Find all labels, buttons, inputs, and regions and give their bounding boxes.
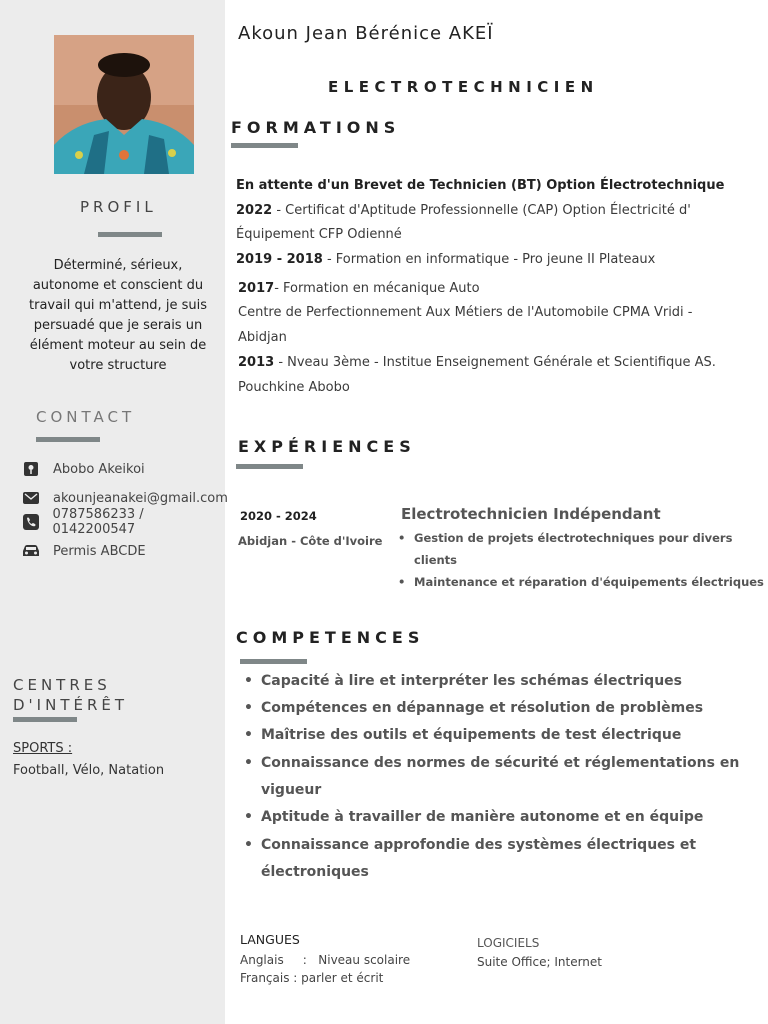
profile-line: persuadé que je serais un	[33, 318, 203, 333]
email-icon	[22, 489, 40, 507]
contact-email-text[interactable]: akounjeanakei@gmail.com	[53, 490, 228, 506]
contact-phone-text: 0787586233 / 0142200547	[52, 507, 144, 537]
profile-heading: PROFIL	[80, 198, 157, 216]
interests-heading-line: D'INTÉRÊT	[13, 696, 129, 714]
competence-item: • Compétences en dépannage et résolution de problèmes	[244, 700, 704, 716]
experiences-divider	[236, 464, 303, 469]
contact-address-text: Abobo Akeikoi	[53, 461, 145, 477]
sidebar	[0, 0, 228, 1024]
contact-license-text: Permis ABCDE	[53, 543, 146, 559]
competences-heading: COMPETENCES	[236, 628, 425, 647]
profile-line: travail qui m'attend, je suis	[29, 298, 207, 313]
car-icon	[22, 542, 40, 560]
competence-item: • Connaissance approfondie des systèmes électriques et	[244, 837, 697, 853]
contact-address	[22, 459, 145, 479]
competence-item: • Aptitude à travailler de manière autonome et en équipe	[244, 809, 704, 825]
competence-item: • Capacité à lire et interpréter les schémas électriques	[244, 673, 682, 689]
logiciels-value: Suite Office; Internet	[477, 955, 602, 969]
formations-heading: FORMATIONS	[231, 118, 401, 137]
formation-line: Pouchkine Abobo	[238, 380, 350, 395]
profile-line: Déterminé, sérieux,	[53, 258, 183, 273]
profile-divider	[98, 232, 162, 237]
experience-bullet: • Maintenance et réparation d'équipements électriques	[398, 575, 764, 589]
experiences-heading: EXPÉRIENCES	[238, 437, 416, 456]
formation-line: Abidjan	[238, 330, 287, 345]
sports-value: Football, Vélo, Natation	[13, 763, 165, 778]
formation-line: En attente d'un Brevet de Technicien (BT) Option Électrotechnique	[236, 178, 725, 193]
formation-line: 2017- Formation en mécanique Auto	[238, 281, 480, 296]
contact-heading: CONTACT	[36, 408, 136, 426]
experience-location: Abidjan - Côte d'Ivoire	[238, 534, 383, 548]
contact-license	[22, 541, 146, 561]
interests-heading	[13, 675, 128, 715]
logiciels-heading: LOGICIELS	[477, 936, 540, 950]
competence-item: vigueur	[261, 782, 322, 798]
sports-label: SPORTS :	[13, 741, 73, 756]
contact-email[interactable]	[22, 488, 228, 508]
langues-line: Français : parler et écrit	[240, 971, 384, 985]
experience-bullet: • Gestion de projets électrotechniques pour divers	[398, 531, 733, 545]
formations-divider	[231, 143, 298, 148]
competences-divider	[240, 659, 307, 664]
formation-line: Centre de Perfectionnement Aux Métiers de l'Automobile CPMA Vridi -	[238, 305, 693, 320]
experience-bullet: clients	[414, 553, 458, 567]
experience-period: 2020 - 2024	[240, 509, 317, 523]
interests-divider	[13, 717, 77, 722]
location-icon	[22, 460, 40, 478]
langues-heading: LANGUES	[240, 932, 300, 947]
contact-phone	[22, 507, 225, 537]
formation-line: 2022 - Certificat d'Aptitude Professionnelle (CAP) Option Électricité d'	[236, 203, 691, 218]
profile-photo	[54, 35, 194, 174]
phone-icon	[22, 513, 39, 531]
interests-heading-line: CENTRES	[13, 676, 111, 694]
profile-text	[0, 256, 236, 376]
experience-role: Electrotechnicien Indépendant	[401, 505, 661, 523]
profile-line: autonome et conscient du	[32, 278, 204, 293]
job-title: ELECTROTECHNICIEN	[328, 78, 599, 96]
competence-item: • Connaissance des normes de sécurité et réglementations en	[244, 755, 740, 771]
competence-item: électroniques	[261, 864, 369, 880]
formation-line: 2013 - Nveau 3ème - Institue Enseignement Générale et Scientifique AS.	[238, 355, 716, 370]
candidate-name: Akoun Jean Bérénice AKEÏ	[238, 23, 494, 44]
formation-line: Équipement CFP Odienné	[236, 227, 402, 242]
profile-line: élément moteur au sein de	[29, 338, 207, 353]
profile-line: votre structure	[69, 358, 167, 373]
contact-divider	[36, 437, 100, 442]
formation-line: 2019 - 2018 - Formation en informatique - Pro jeune II Plateaux	[236, 252, 656, 267]
langues-line: Anglais : Niveau scolaire	[240, 953, 411, 967]
competence-item: • Maîtrise des outils et équipements de test électrique	[244, 727, 682, 743]
